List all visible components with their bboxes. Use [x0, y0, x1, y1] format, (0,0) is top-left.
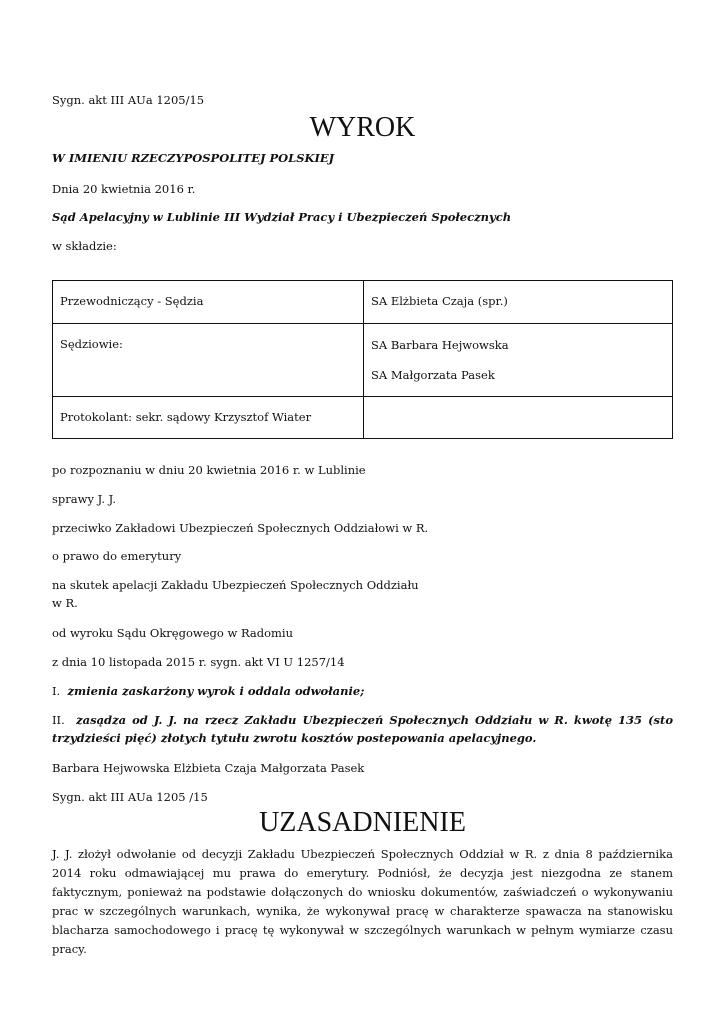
ruling-point-2-text: zasądza od J. J. na rzecz Zakładu Ubezpieczeń Społecznych Oddziału w R. kwotę 135 (sto trzydzieści pięć) złotych tytułu zwrotu kosztów postepowania apelacyjnego. [52, 713, 673, 745]
composition-row-clerk [53, 397, 673, 439]
justification-paragraph: J. J. złożył odwołanie od decyzji Zakładu Ubezpieczeń Społecznych Oddział w R. z dnia 8 października 2014 roku odmawiającej mu prawa do emerytury. Podniósł, że decyzja jest niezgodna ze stanem faktycznym, ponieważ na podstawie dołączonych do wniosku dokumentów, zaświadczeń o wykonywaniu prac w szczególnych warunkach, wynika, że wykonywał pracę w charakterze spawacza na stanowisku blacharza samochodowego i pracę tę wykonywał w szczególnych warunkach w pełnym wymiarze czasu pracy. [52, 847, 673, 956]
judge-name: SA Małgorzata Pasek [371, 368, 495, 382]
considered-line: po rozpoznaniu w dniu 20 kwietnia 2016 r. w Lublinie [52, 463, 366, 477]
ruling-point-1-number: I. [52, 684, 61, 698]
case-of-line: sprawy J. J. [52, 492, 117, 506]
judges-names [364, 324, 673, 397]
composition-row-judges [53, 324, 673, 397]
subject-line: o prawo do emerytury [52, 549, 182, 563]
composition-table [52, 280, 673, 439]
presiding-label [53, 281, 364, 324]
case-signature-bottom: Sygn. akt III AUa 1205 /15 [52, 790, 208, 804]
clerk-value [364, 397, 673, 439]
judge-name: SA Barbara Hejwowska [371, 338, 509, 352]
ruling-point-1 [52, 683, 364, 699]
ruling-point-2 [52, 711, 673, 747]
presiding-name [364, 281, 673, 324]
appeal-line-1: na skutek apelacji Zakładu Ubezpieczeń Społecznych Oddziału [52, 578, 419, 592]
clerk-label-text: Protokolant: sekr. sądowy Krzysztof Wiater [60, 410, 312, 424]
presiding-name-text: SA Elżbieta Czaja (spr.) [371, 294, 508, 308]
presiding-label-text: Przewodniczący - Sędzia [60, 294, 204, 308]
ruling-point-1-text: zmienia zaskarżony wyrok i oddala odwołanie; [67, 684, 365, 698]
court-name: Sąd Apelacyjny w Lublinie III Wydział Pracy i Ubezpieczeń Społecznych [52, 210, 512, 224]
judges-label [53, 324, 364, 397]
judges-label-text: Sędziowie: [60, 337, 123, 351]
composition-row-presiding [53, 281, 673, 324]
against-line: przeciwko Zakładowi Ubezpieczeń Społecznych Oddziałowi w R. [52, 521, 429, 535]
judgment-title: WYROK [309, 112, 416, 143]
judgment-date-line: z dnia 10 listopada 2015 r. sygn. akt VI U 1257/14 [52, 655, 345, 669]
case-signature-top: Sygn. akt III AUa 1205/15 [52, 93, 205, 107]
invocation: W IMIENIU RZECZYPOSPOLITEJ POLSKIEJ [52, 151, 335, 165]
justification-title: UZASADNIENIE [259, 807, 466, 838]
judgment-date: Dnia 20 kwietnia 2016 r. [52, 182, 196, 196]
composition-intro: w składzie: [52, 239, 117, 253]
signatories: Barbara Hejwowska Elżbieta Czaja Małgorzata Pasek [52, 761, 365, 775]
clerk-label [53, 397, 364, 439]
from-judgment-line: od wyroku Sądu Okręgowego w Radomiu [52, 626, 294, 640]
ruling-point-2-number: II. [52, 713, 65, 727]
appeal-line-2: w R. [52, 596, 78, 610]
